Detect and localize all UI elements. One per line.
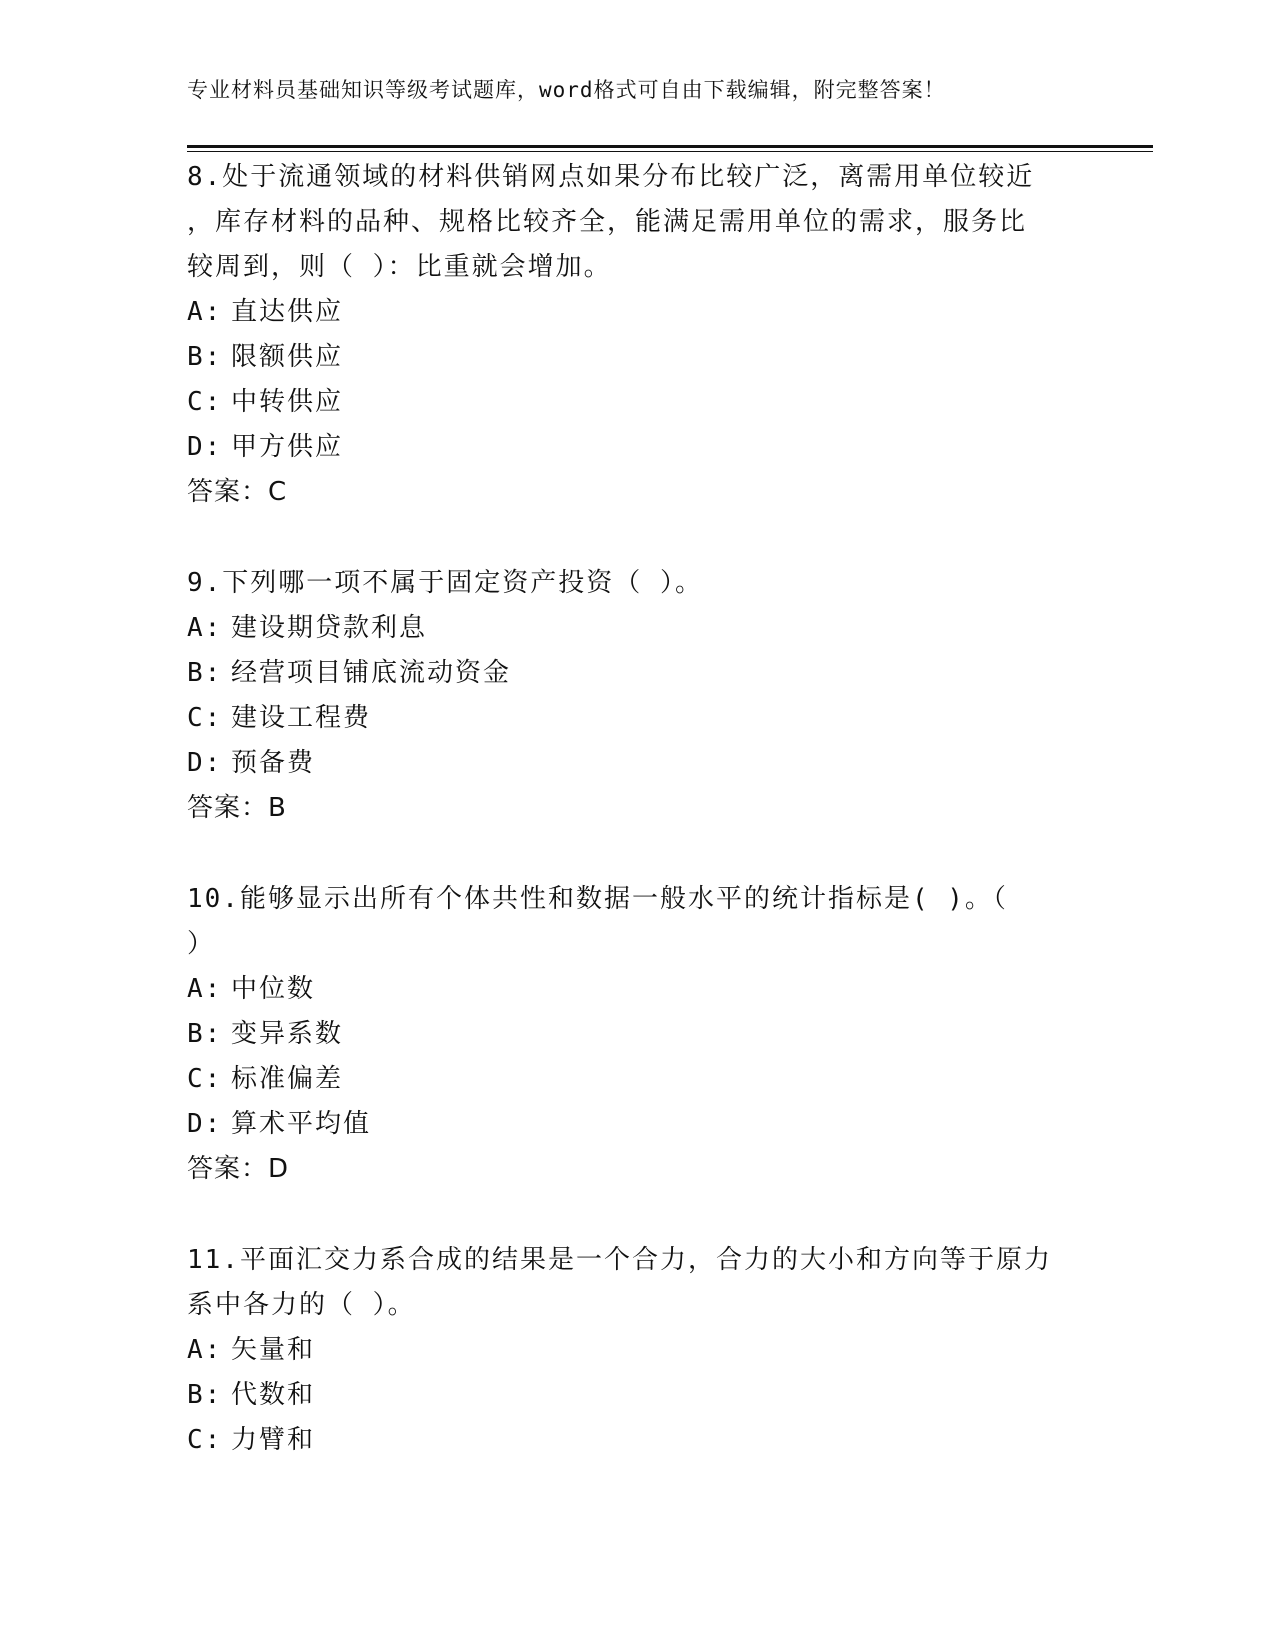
answer-line: 答案：C (187, 477, 288, 507)
question-line: ，库存材料的品种、规格比较齐全，能满足需用单位的需求，服务比 (187, 207, 1028, 237)
question-text (187, 1238, 1087, 1328)
option-text: 矢量和 (231, 1335, 316, 1365)
option-letter: C: (187, 1064, 223, 1094)
question-line: 8.处于流通领域的材料供销网点如果分布比较广泛，离需用单位较近 (187, 162, 1035, 192)
option-letter: B: (187, 658, 223, 688)
option-text: 甲方供应 (231, 432, 344, 462)
option-b (187, 1012, 1087, 1057)
page-header-title: 专业材料员基础知识等级考试题库，word格式可自由下载编辑，附完整答案！ (187, 78, 946, 102)
option-text: 标准偏差 (231, 1064, 344, 1094)
question-line: 11.平面汇交力系合成的结果是一个合力，合力的大小和方向等于原力 (187, 1245, 1052, 1275)
option-a (187, 290, 1087, 335)
option-c (187, 696, 1087, 741)
question-block (187, 155, 1087, 515)
option-d (187, 741, 1087, 786)
question-text (187, 155, 1087, 290)
option-text: 算术平均值 (231, 1109, 372, 1139)
option-text: 直达供应 (231, 297, 344, 327)
question-line: 较周到，则（ ）：比重就会增加。 (187, 252, 612, 282)
question-line: 9.下列哪一项不属于固定资产投资（ ）。 (187, 568, 703, 598)
question-text (187, 561, 1087, 606)
question-line: 系中各力的（ ）。 (187, 1290, 416, 1320)
option-letter: A: (187, 1335, 223, 1365)
option-b (187, 651, 1087, 696)
option-text: 预备费 (231, 748, 316, 778)
option-b (187, 335, 1087, 380)
option-text: 建设工程费 (231, 703, 372, 733)
question-block (187, 877, 1087, 1192)
option-letter: A: (187, 974, 223, 1004)
option-letter: C: (187, 387, 223, 417)
option-d (187, 425, 1087, 470)
question-line: ） (187, 929, 216, 959)
option-text: 中转供应 (231, 387, 344, 417)
option-letter: C: (187, 703, 223, 733)
option-letter: C: (187, 1425, 223, 1455)
option-text: 经营项目铺底流动资金 (231, 658, 512, 688)
option-letter: B: (187, 1019, 223, 1049)
option-text: 限额供应 (231, 342, 344, 372)
option-letter: D: (187, 748, 223, 778)
option-letter: D: (187, 1109, 223, 1139)
answer-line: 答案：B (187, 793, 287, 823)
option-c (187, 1418, 1087, 1463)
option-letter: A: (187, 297, 223, 327)
header-rule-thick (187, 145, 1153, 148)
option-c (187, 380, 1087, 425)
option-text: 力臂和 (231, 1425, 316, 1455)
answer-line: 答案：D (187, 1154, 290, 1184)
option-a (187, 967, 1087, 1012)
option-letter: B: (187, 1380, 223, 1410)
question-block (187, 561, 1087, 831)
option-text: 中位数 (231, 974, 316, 1004)
option-letter: A: (187, 613, 223, 643)
question-block (187, 1238, 1087, 1463)
option-a (187, 606, 1087, 651)
option-c (187, 1057, 1087, 1102)
option-letter: B: (187, 342, 223, 372)
question-line: 10.能够显示出所有个体共性和数据一般水平的统计指标是( )。（ (187, 884, 1008, 914)
option-letter: D: (187, 432, 223, 462)
question-text (187, 877, 1087, 967)
option-b (187, 1373, 1087, 1418)
option-text: 建设期贷款利息 (231, 613, 428, 643)
option-text: 变异系数 (231, 1019, 344, 1049)
header-rule-thin (187, 151, 1153, 152)
question-list (187, 155, 1087, 1509)
option-d (187, 1102, 1087, 1147)
option-text: 代数和 (231, 1380, 316, 1410)
option-a (187, 1328, 1087, 1373)
